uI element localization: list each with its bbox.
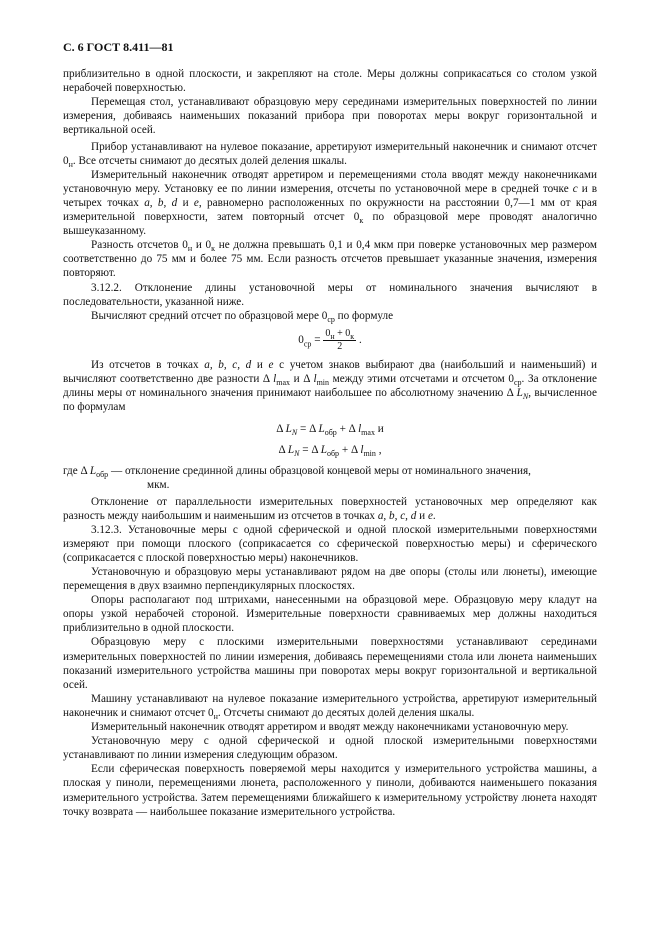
formula-deviation — [63, 422, 597, 457]
page-header: С. 6 ГОСТ 8.411—81 — [63, 40, 174, 54]
paragraph: Установочную и образцовую меры устанавливают рядом на две опоры (столы или люнеты), имеющие перемещения в двух взаимно перпендикулярных плоскостях. — [63, 566, 597, 593]
paragraph: Образцовую меру с плоскими измерительными поверхностями устанавливают серединами измерительных поверхностей по линии измерения, добиваясь перемещениями стола или люнета наименьших показаний измерительного устройства машины при поворотах меры вокруг горизонтальной и вертикальной осей. — [63, 636, 597, 691]
section-3-12-3: 3.12.3. Установочные меры с одной сферической и одной плоской измерительными поверхностями измеряют при помощи плоского (соприкасается со сферической поверхностью меры) и сферического (соприкасается с плоской поверхностью меры) наконечников. — [63, 523, 597, 564]
paragraph: Прибор устанавливают на нулевое показание, арретируют измерительный наконечник и снимают отсчет $0_н$. Все отсчеты снимают до десятых долей деления шкалы. — [63, 140, 597, 169]
where-clause: где Δ $L_{обр}$ — отклонение срединной длины образцовой концевой меры от номинального значения, мкм. — [63, 465, 531, 492]
paragraph: приблизительно в одной плоскости, и закрепляют на столе. Меры должны соприкасаться со столом узкой нерабочей поверхностью. — [63, 68, 597, 95]
fraction: $\frac{0_н + 0_к}{2}$ — [325, 327, 355, 352]
paragraph: Из отсчетов в точках a, b, c, d и e с учетом знаков выбирают два (наибольший и наименьший) и вычисляют соответственно две разности Δ $l_{max}$ и Δ $l_{min}$ между этими отсчетами и отсчетом $0_{ср}$. За отклонение длины меры от номинального значения принимают наибольшее по абсолютному значению Δ $L_N$, вычисленное по формулам — [63, 358, 597, 414]
paragraph: Отклонение от параллельности измерительных поверхностей установочных мер определяют как разность между наибольшим и наименьшим из отсчетов в точках a, b, c, d и e. — [63, 495, 597, 522]
paragraph: Перемещая стол, устанавливают образцовую меру серединами измерительных поверхностей по линии измерения, добиваясь наименьших показаний прибора при поворотах меры вокруг горизонтальной и вертикальной осей. — [63, 96, 597, 137]
equation-min: Δ $L_N = \Delta$ $L_{обр} + \Delta$ $l_{min}$ , — [278, 444, 382, 459]
section-3-12-2: 3.12.2. Отклонение длины установочной меры от номинального значения вычисляют в последовательности, указанной ниже. — [63, 281, 597, 308]
paragraph: Опоры располагают под штрихами, нанесенными на образцовой мере. Образцовую меру кладут на опоры узкой нерабочей стороной. Измерительные поверхности сравниваемых мер должны находиться приблизительно в одной плоскости. — [63, 594, 597, 635]
paragraph: Машину устанавливают на нулевое показание измерительного устройства, арретируют измерительный наконечник и снимают отсчет $0_н$. Отсчеты снимают до десятых долей деления шкалы. — [63, 692, 597, 722]
formula-mean-reading: $0_{ср}$ = $\frac{0_н + 0_к}{2}$ . — [298, 327, 362, 352]
paragraph: Измерительный наконечник отводят арретиром и перемещениями стола вводят между наконечниками установочную меру. Установку ее по линии измерения, отсчеты по установочной мере в средней точке с и в четырех точках a, b, d и e, равномерно расположенных по окружности на расстоянии 0,7—1 мм от края измерительной поверхности, затем повторный отсчет $0_к$ по образцовой мере проводят аналогично вышеуказанному. — [63, 168, 597, 238]
paragraph: Измерительный наконечник отводят арретиром и вводят между наконечниками установочную меру. — [91, 721, 569, 734]
paragraph: Разность отсчетов $0_н$ и $0_к$ не должна превышать 0,1 и 0,4 мкм при поверке установочных мер размером соответственно до 75 мм и более 75 мм. Если разность отсчетов превышает указанные значения, измерения повторяют. — [63, 239, 597, 280]
equation-max: Δ $L_N = \Delta$ $L_{обр} + \Delta$ $l_{max}$ и — [276, 423, 384, 438]
paragraph: Если сферическая поверхность поверяемой меры находится у измерительного устройства машины, а плоская у пиноли, перемещениями люнета, расположенного у пиноли, добиваются наименьшего показания измерительного устройства. Затем перемещениями ближайшего к измерительному устройству люнета находят точку возврата — наибольшее показание измерительного устройства. — [63, 763, 597, 818]
paragraph: Установочную меру с одной сферической и одной плоской измерительными поверхностями устанавливают по линии измерения следующим образом. — [63, 735, 597, 762]
paragraph: Вычисляют средний отсчет по образцовой мере $0_{ср}$ по формуле — [91, 309, 394, 324]
